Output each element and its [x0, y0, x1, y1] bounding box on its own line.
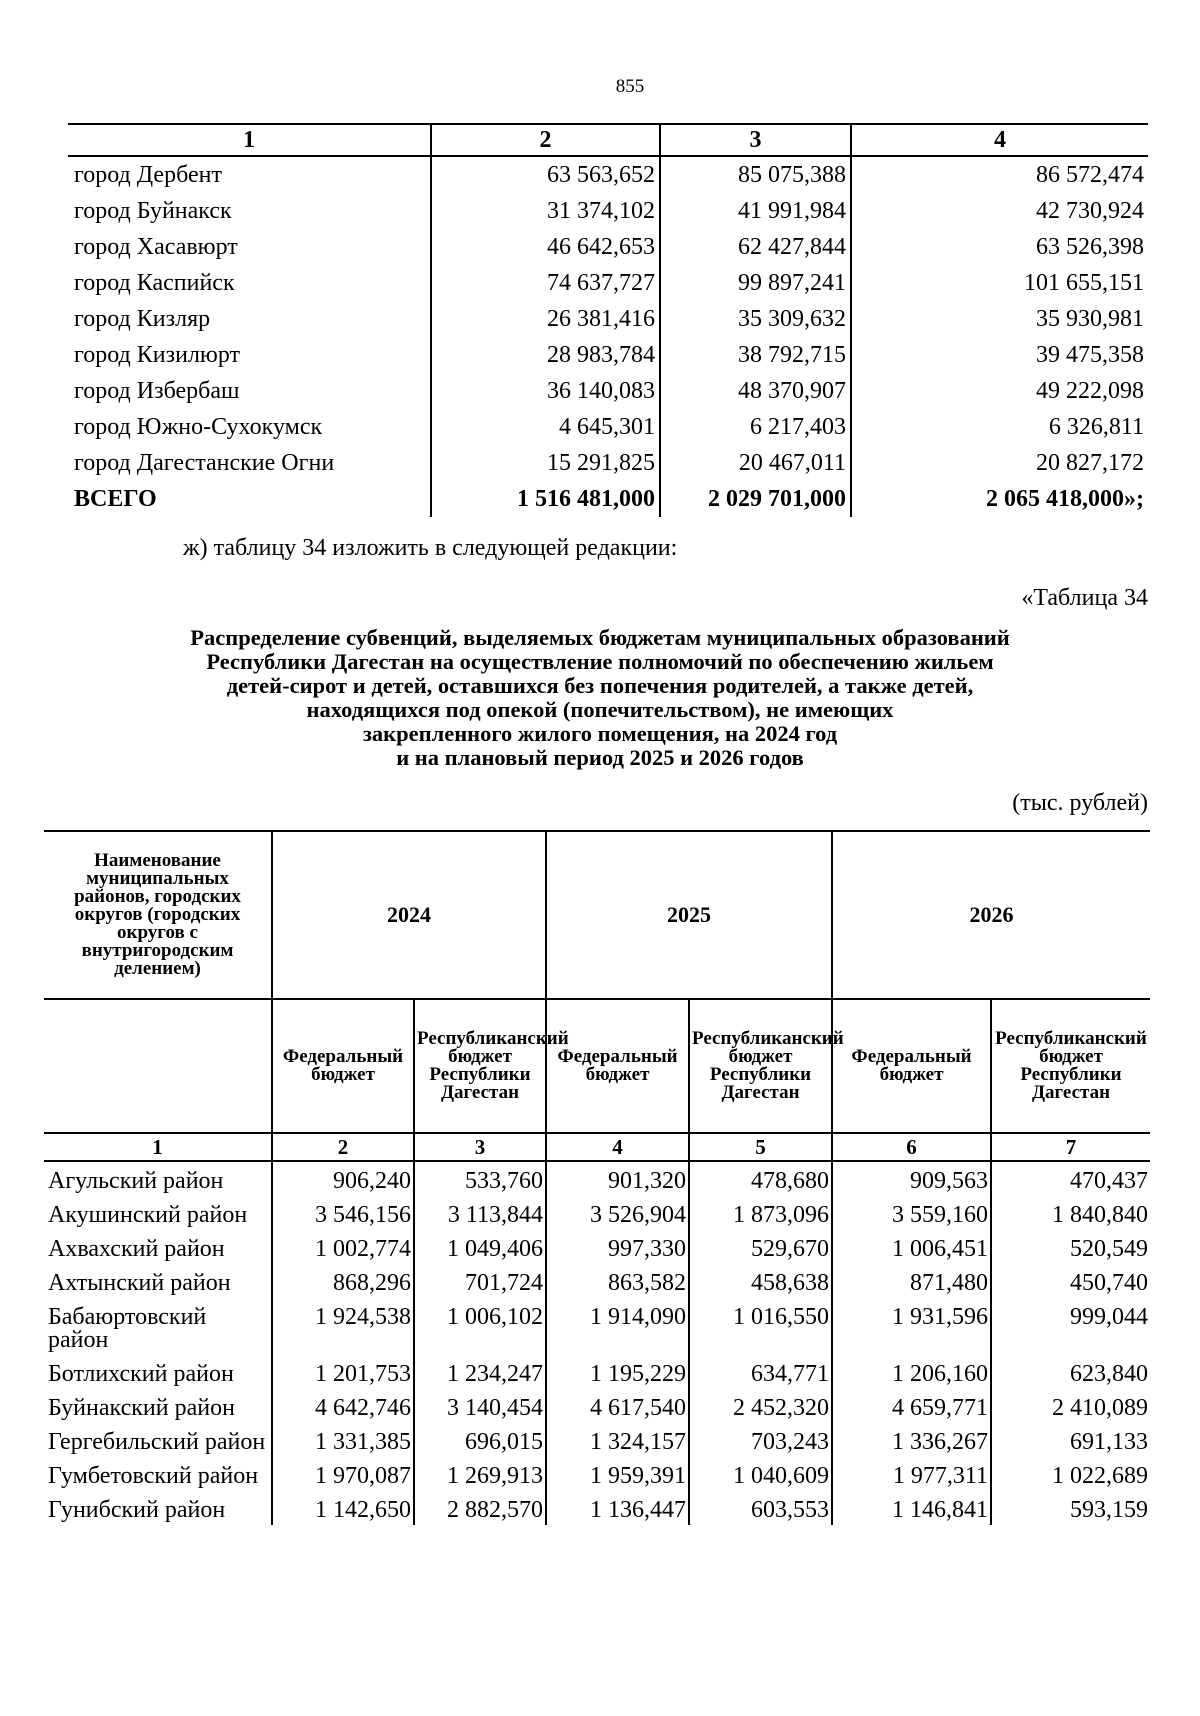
amount-cell: 20 467,011 — [660, 445, 851, 481]
column-number: 5 — [689, 1133, 832, 1161]
amount-cell: 1 977,311 — [832, 1457, 991, 1491]
column-number: 1 — [44, 1133, 272, 1161]
amount-cell: 15 291,825 — [431, 445, 660, 481]
district-name: Буйнакский район — [48, 1395, 235, 1421]
year-header: 2024 — [272, 831, 546, 999]
municipality-name: город Южно-Сухокумск — [74, 413, 323, 440]
column-number: 6 — [832, 1133, 991, 1161]
amount-cell: 35 930,981 — [851, 301, 1148, 337]
table-row — [44, 1491, 1150, 1525]
amount-cell: 2 065 418,000»; — [851, 481, 1148, 517]
amount-cell: 6 217,403 — [660, 409, 851, 445]
district-name: Бабаюртовский район — [48, 1304, 207, 1353]
table-34 — [44, 830, 1150, 1525]
amount-cell: 20 827,172 — [851, 445, 1148, 481]
year-header: 2025 — [546, 831, 832, 999]
table-row — [68, 156, 1148, 193]
amount-cell: 1 959,391 — [546, 1457, 689, 1491]
amount-cell: 3 559,160 — [832, 1196, 991, 1230]
district-name: Акушинский район — [48, 1202, 248, 1228]
amount-cell: 1 195,229 — [546, 1355, 689, 1389]
amount-cell: 458,638 — [689, 1264, 832, 1298]
total-label: ВСЕГО — [74, 485, 157, 512]
table-row — [44, 1161, 1150, 1196]
federal-budget-header: Федеральный бюджет — [832, 999, 991, 1133]
column-number: 3 — [414, 1133, 546, 1161]
amount-cell: 4 659,771 — [832, 1389, 991, 1423]
amount-cell: 101 655,151 — [851, 265, 1148, 301]
amount-cell: 1 336,267 — [832, 1423, 991, 1457]
column-number: 2 — [272, 1133, 414, 1161]
table-row — [68, 229, 1148, 265]
amount-cell: 529,670 — [689, 1230, 832, 1264]
table-row — [44, 1457, 1150, 1491]
amendment-instruction: ж) таблицу 34 изложить в следующей редакции: — [183, 535, 678, 561]
amount-cell: 1 924,538 — [272, 1298, 414, 1355]
municipality-name: город Избербаш — [74, 377, 240, 404]
district-name: Ахвахский район — [48, 1236, 225, 1262]
table-title — [120, 626, 1080, 770]
table-row — [44, 1196, 1150, 1230]
amount-cell: 1 234,247 — [414, 1355, 546, 1389]
table-row — [44, 1264, 1150, 1298]
district-name: Гумбетовский район — [48, 1463, 259, 1489]
municipality-name: город Буйнакск — [74, 197, 232, 224]
units-note: (тыс. рублей) — [1012, 790, 1148, 816]
column-number: 1 — [68, 124, 431, 156]
municipality-name: город Дербент — [74, 161, 222, 188]
column-number: 4 — [851, 124, 1148, 156]
table-row — [44, 1355, 1150, 1389]
title-line: Распределение субвенций, выделяемых бюджетам муниципальных образований — [190, 625, 1010, 650]
table-row — [44, 1423, 1150, 1457]
table-row — [68, 265, 1148, 301]
amount-cell: 1 269,913 — [414, 1457, 546, 1491]
federal-budget-header: Федеральный бюджет — [546, 999, 689, 1133]
amount-cell: 3 526,904 — [546, 1196, 689, 1230]
amount-cell: 99 897,241 — [660, 265, 851, 301]
amount-cell: 1 324,157 — [546, 1423, 689, 1457]
amount-cell: 6 326,811 — [851, 409, 1148, 445]
budget-header-row — [44, 999, 1150, 1133]
amount-cell: 909,563 — [832, 1161, 991, 1196]
amount-cell: 1 006,102 — [414, 1298, 546, 1355]
amount-cell: 997,330 — [546, 1230, 689, 1264]
table-row — [68, 337, 1148, 373]
amount-cell: 1 516 481,000 — [431, 481, 660, 517]
amount-cell: 450,740 — [991, 1264, 1150, 1298]
amount-cell: 634,771 — [689, 1355, 832, 1389]
amount-cell: 533,760 — [414, 1161, 546, 1196]
amount-cell: 4 645,301 — [431, 409, 660, 445]
amount-cell: 863,582 — [546, 1264, 689, 1298]
column-number-row — [44, 1133, 1150, 1161]
amount-cell: 41 991,984 — [660, 193, 851, 229]
amount-cell: 86 572,474 — [851, 156, 1148, 193]
amount-cell: 46 642,653 — [431, 229, 660, 265]
table-row — [44, 1230, 1150, 1264]
title-line: закрепленного жилого помещения, на 2024 год — [362, 721, 838, 746]
republic-budget-header: Республиканский бюджет Республики Дагестан — [414, 999, 546, 1133]
municipality-name: город Хасавюрт — [74, 233, 238, 260]
amount-cell: 26 381,416 — [431, 301, 660, 337]
amount-cell: 470,437 — [991, 1161, 1150, 1196]
table-row — [68, 409, 1148, 445]
amount-cell: 42 730,924 — [851, 193, 1148, 229]
federal-budget-header: Федеральный бюджет — [272, 999, 414, 1133]
amount-cell: 3 546,156 — [272, 1196, 414, 1230]
table-row — [68, 445, 1148, 481]
amount-cell: 1 040,609 — [689, 1457, 832, 1491]
amount-cell: 2 882,570 — [414, 1491, 546, 1525]
continued-table — [68, 123, 1148, 517]
amount-cell: 2 452,320 — [689, 1389, 832, 1423]
total-row — [68, 481, 1148, 517]
municipality-name: город Каспийск — [74, 269, 235, 296]
republic-budget-header: Республиканский бюджет Республики Дагестан — [991, 999, 1150, 1133]
amount-cell: 901,320 — [546, 1161, 689, 1196]
amount-cell: 4 642,746 — [272, 1389, 414, 1423]
amount-cell: 1 331,385 — [272, 1423, 414, 1457]
amount-cell: 49 222,098 — [851, 373, 1148, 409]
amount-cell: 1 840,840 — [991, 1196, 1150, 1230]
amount-cell: 36 140,083 — [431, 373, 660, 409]
amount-cell: 1 136,447 — [546, 1491, 689, 1525]
amount-cell: 906,240 — [272, 1161, 414, 1196]
municipality-name: город Дагестанские Огни — [74, 449, 335, 476]
column-number: 3 — [660, 124, 851, 156]
amount-cell: 3 113,844 — [414, 1196, 546, 1230]
amount-cell: 999,044 — [991, 1298, 1150, 1355]
amount-cell: 1 049,406 — [414, 1230, 546, 1264]
amount-cell: 603,553 — [689, 1491, 832, 1525]
amount-cell: 38 792,715 — [660, 337, 851, 373]
amount-cell: 48 370,907 — [660, 373, 851, 409]
amount-cell: 1 970,087 — [272, 1457, 414, 1491]
amount-cell: 63 563,652 — [431, 156, 660, 193]
table-row — [68, 301, 1148, 337]
amount-cell: 1 201,753 — [272, 1355, 414, 1389]
table-row — [44, 1298, 1150, 1355]
amount-cell: 63 526,398 — [851, 229, 1148, 265]
amount-cell: 1 016,550 — [689, 1298, 832, 1355]
amount-cell: 1 206,160 — [832, 1355, 991, 1389]
column-number: 2 — [431, 124, 660, 156]
amount-cell: 696,015 — [414, 1423, 546, 1457]
table-label: «Таблица 34 — [1021, 585, 1148, 611]
amount-cell: 703,243 — [689, 1423, 832, 1457]
amount-cell: 868,296 — [272, 1264, 414, 1298]
amount-cell: 35 309,632 — [660, 301, 851, 337]
amount-cell: 871,480 — [832, 1264, 991, 1298]
amount-cell: 1 914,090 — [546, 1298, 689, 1355]
amount-cell: 1 002,774 — [272, 1230, 414, 1264]
amount-cell: 623,840 — [991, 1355, 1150, 1389]
page-number: 855 — [615, 76, 645, 97]
column-number: 7 — [991, 1133, 1150, 1161]
amount-cell: 28 983,784 — [431, 337, 660, 373]
table-row — [44, 1389, 1150, 1423]
amount-cell: 1 146,841 — [832, 1491, 991, 1525]
amount-cell: 520,549 — [991, 1230, 1150, 1264]
year-header-row — [44, 831, 1150, 999]
amount-cell: 74 637,727 — [431, 265, 660, 301]
empty-header-cell — [44, 999, 272, 1133]
year-header: 2026 — [832, 831, 1150, 999]
amount-cell: 593,159 — [991, 1491, 1150, 1525]
table-row — [68, 373, 1148, 409]
amount-cell: 39 475,358 — [851, 337, 1148, 373]
municipality-name: город Кизляр — [74, 305, 211, 332]
amount-cell: 1 873,096 — [689, 1196, 832, 1230]
amount-cell: 1 006,451 — [832, 1230, 991, 1264]
title-line: детей-сирот и детей, оставшихся без попечения родителей, а также детей, — [226, 673, 974, 698]
district-name: Гергебильский район — [48, 1429, 266, 1455]
district-name: Агульский район — [48, 1168, 224, 1194]
republic-budget-header: Республиканский бюджет Республики Дагестан — [689, 999, 832, 1133]
municipality-name: город Кизилюрт — [74, 341, 241, 368]
amount-cell: 691,133 — [991, 1423, 1150, 1457]
title-line: находящихся под опекой (попечительством), не имеющих — [306, 697, 894, 722]
amount-cell: 1 022,689 — [991, 1457, 1150, 1491]
amount-cell: 4 617,540 — [546, 1389, 689, 1423]
district-name: Ботлихский район — [48, 1361, 234, 1387]
amount-cell: 1 142,650 — [272, 1491, 414, 1525]
name-column-header: Наименование муниципальных районов, городских округов (городских округов с внутригородским делением) — [44, 831, 272, 999]
district-name: Гунибский район — [48, 1497, 226, 1523]
column-number-row — [68, 124, 1148, 156]
amount-cell: 2 029 701,000 — [660, 481, 851, 517]
amount-cell: 85 075,388 — [660, 156, 851, 193]
table-row — [68, 193, 1148, 229]
amount-cell: 3 140,454 — [414, 1389, 546, 1423]
title-line: Республики Дагестан на осуществление полномочий по обеспечению жильем — [206, 649, 994, 674]
amount-cell: 701,724 — [414, 1264, 546, 1298]
amount-cell: 62 427,844 — [660, 229, 851, 265]
district-name: Ахтынский район — [48, 1270, 231, 1296]
column-number: 4 — [546, 1133, 689, 1161]
title-line: и на плановый период 2025 и 2026 годов — [396, 745, 804, 770]
amount-cell: 31 374,102 — [431, 193, 660, 229]
amount-cell: 2 410,089 — [991, 1389, 1150, 1423]
amount-cell: 1 931,596 — [832, 1298, 991, 1355]
amount-cell: 478,680 — [689, 1161, 832, 1196]
